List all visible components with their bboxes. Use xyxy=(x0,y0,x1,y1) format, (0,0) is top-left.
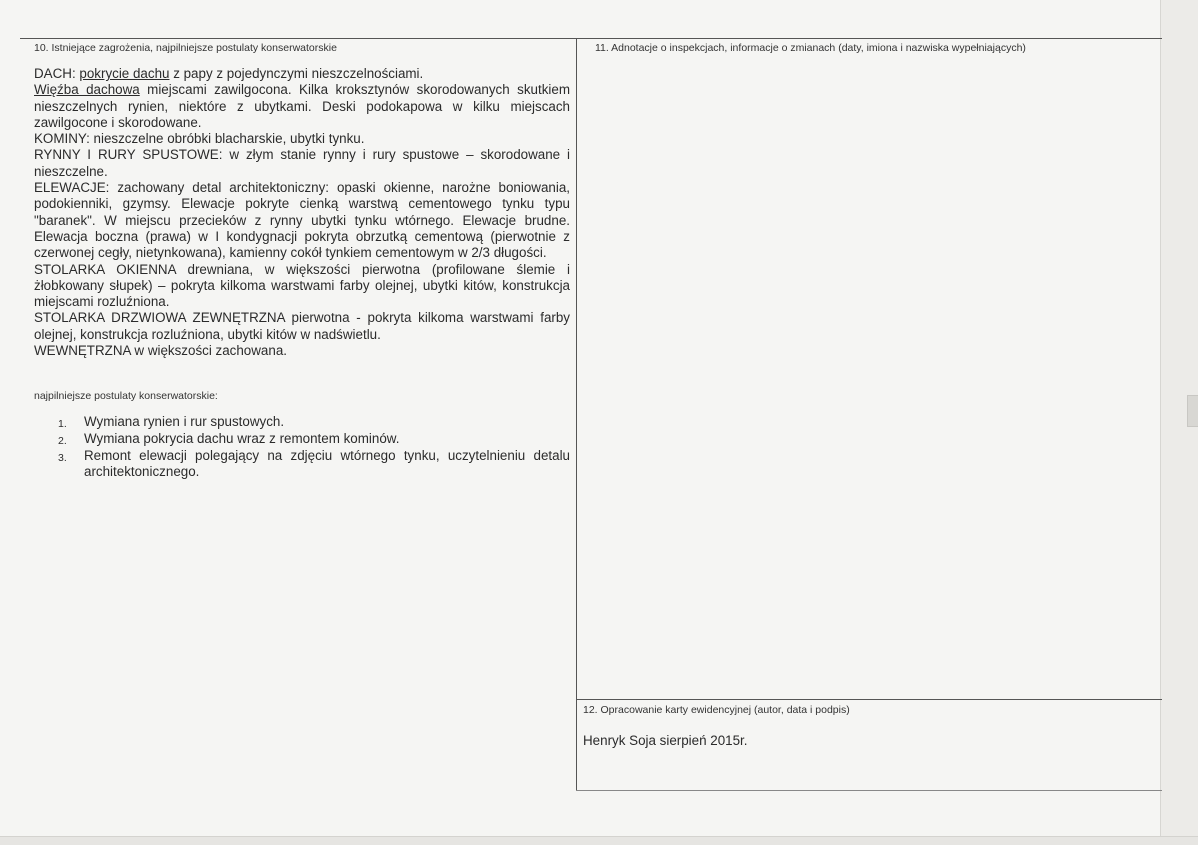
list-item-text: Wymiana pokrycia dachu wraz z remontem kominów. xyxy=(84,431,400,446)
dach-pokrycie: pokrycie dachu xyxy=(79,66,170,81)
section11-title: 11. Adnotacje o inspekcjach, informacje o zmianach (daty, imiona i nazwiska wypełniających) xyxy=(595,42,1026,54)
section10-title: 10. Istniejące zagrożenia, najpilniejsze postulaty konserwatorskie xyxy=(34,42,337,54)
wewnetrzna-paragraph: WEWNĘTRZNA w większości zachowana. xyxy=(34,343,287,359)
list-item xyxy=(34,448,570,480)
binder-tab xyxy=(1187,395,1198,427)
section12-bottom-line xyxy=(576,790,1162,791)
column-divider xyxy=(576,38,577,790)
list-item-text: Wymiana rynien i rur spustowych. xyxy=(84,414,285,429)
postulates-list xyxy=(34,414,570,481)
section12-top-line xyxy=(576,699,1162,700)
list-item-text: Remont elewacji polegający na zdjęciu wtórnego tynku, uczytelnieniu detalu architektonicznego. xyxy=(84,448,570,479)
list-item xyxy=(34,414,570,430)
list-item-number: 3. xyxy=(58,452,67,464)
page-edge-strip xyxy=(1160,0,1198,844)
section10-body xyxy=(34,66,570,359)
stolarka-drzwiowa-paragraph: STOLARKA DRZWIOWA ZEWNĘTRZNA pierwotna - pokryta kilkoma warstwami farby olejnej, konstrukcja rozluźniona, ubytki kitów w nadświetlu. xyxy=(34,310,570,342)
dach-rest: z papy z pojedynczymi nieszczelnościami. xyxy=(169,66,424,81)
dach-paragraph xyxy=(34,66,570,82)
list-item-number: 1. xyxy=(58,418,67,430)
section12-title: 12. Opracowanie karty ewidencyjnej (autor, data i podpis) xyxy=(583,704,850,716)
top-border-line xyxy=(20,38,1162,39)
list-item-number: 2. xyxy=(58,435,67,447)
list-item xyxy=(34,431,570,447)
rynny-paragraph: RYNNY I RURY SPUSTOWE: w złym stanie rynny i rury spustowe – skorodowane i nieszczelne. xyxy=(34,147,570,179)
wiezba-label: Więźba dachowa xyxy=(34,82,140,98)
stolarka-okienna-paragraph: STOLARKA OKIENNA drewniana, w większości pierwotna (profilowane ślemie i żłobkowany słupek) – pokryta kilkoma warstwami farby olejnej, ubytki kitów, konstrukcja miejscami rozluźniona. xyxy=(34,261,570,310)
dach-label: DACH: xyxy=(34,66,80,81)
wiezba-paragraph xyxy=(34,82,570,131)
kominy-paragraph: KOMINY: nieszczelne obróbki blacharskie, ubytki tynku. xyxy=(34,131,365,147)
elewacje-paragraph: ELEWACJE: zachowany detal architektoniczny: opaski okienne, narożne boniowania, podokienniki, gzymsy. Elewacje pokryte cienką warstwą cementowego tynku typu "baranek". W miejscu przecieków z rynny ubytki tynku wtórnego. Elewacje brudne. Elewacja boczna (prawa) w I kondygnacji pokryta obrzutką cementową (pierwotnie z czerwonej cegły, nietynkowana), kamienny cokół tynkiem cementowym w 2/3 długości. xyxy=(34,180,570,261)
author-signature: Henryk Soja sierpień 2015r. xyxy=(583,733,748,748)
postulates-title: najpilniejsze postulaty konserwatorskie: xyxy=(34,390,218,402)
wiezba-rest: miejscami zawilgocona. Kilka kroksztynów skorodowanych skutkiem nieszczelnych rynien, niektóre z ubytkami. Deski podokapowa w kilku miejscach zawilgocone i skorodowane. xyxy=(34,82,570,130)
